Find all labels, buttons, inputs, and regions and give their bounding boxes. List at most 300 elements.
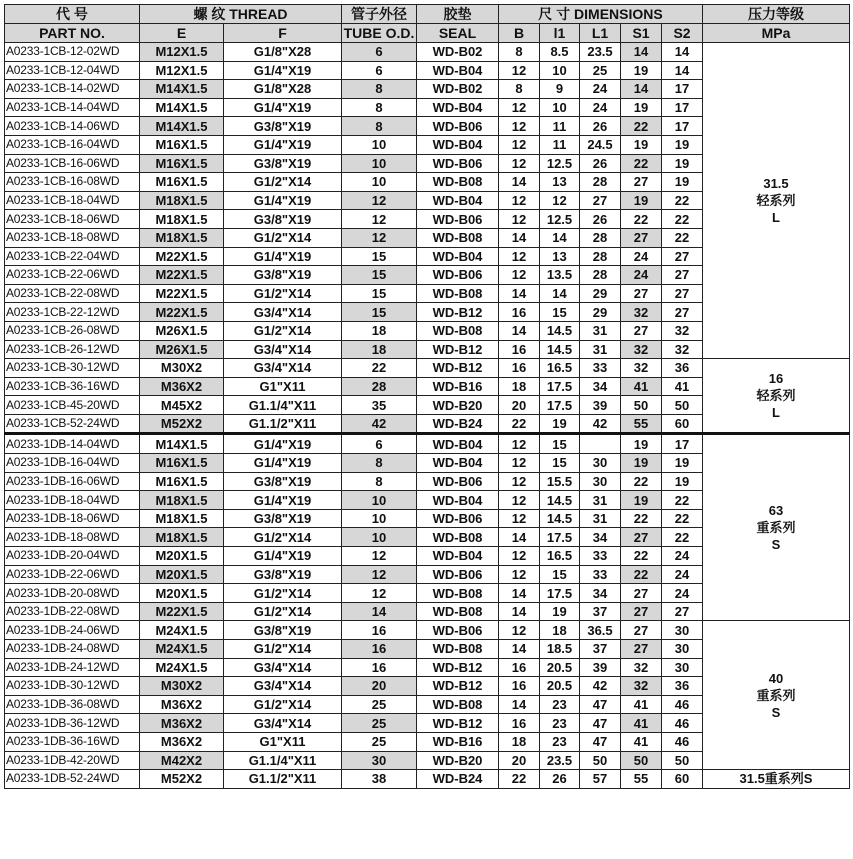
cell-l1: 14 [540, 228, 580, 247]
cell-e: M14X1.5 [140, 117, 224, 136]
cell-f: G3/8"X19 [224, 509, 342, 528]
cell-seal: WD-B04 [417, 135, 499, 154]
cell-pn: A0233-1CB-52-24WD [5, 414, 140, 434]
cell-pn: A0233-1DB-30-12WD [5, 677, 140, 696]
cell-l1: 14.5 [540, 509, 580, 528]
cell-l1: 26 [540, 770, 580, 789]
cell-l1: 23 [540, 695, 580, 714]
cell-s1: 24 [621, 247, 662, 266]
cell-pn: A0233-1DB-24-12WD [5, 658, 140, 677]
cell-s2: 22 [662, 491, 703, 510]
cell-b: 14 [499, 640, 540, 659]
pressure-rating-line: 31.5 [763, 176, 789, 192]
cell-f: G1/2"X14 [224, 321, 342, 340]
cell-pn: A0233-1DB-22-06WD [5, 565, 140, 584]
cell-s2: 19 [662, 135, 703, 154]
cell-seal: WD-B04 [417, 547, 499, 566]
cell-s1: 22 [621, 565, 662, 584]
cell-b: 16 [499, 340, 540, 359]
cell-s2: 14 [662, 43, 703, 62]
cell-seal: WD-B16 [417, 377, 499, 396]
cell-L1: 26 [580, 117, 621, 136]
cell-L1: 57 [580, 770, 621, 789]
pressure-rating-line: S [771, 704, 781, 720]
cell-f: G1.1/4"X11 [224, 751, 342, 770]
cell-f: G1/4"X19 [224, 247, 342, 266]
cell-seal: WD-B06 [417, 621, 499, 640]
cell-seal: WD-B08 [417, 528, 499, 547]
header-part-no: PART NO. [5, 24, 140, 43]
cell-L1: 42 [580, 677, 621, 696]
cell-e: M18X1.5 [140, 228, 224, 247]
table-row [5, 434, 850, 454]
cell-s1: 27 [621, 173, 662, 192]
cell-e: M22X1.5 [140, 266, 224, 285]
cell-seal: WD-B24 [417, 414, 499, 434]
cell-pn: A0233-1DB-24-06WD [5, 621, 140, 640]
cell-l1: 13.5 [540, 266, 580, 285]
table-row [5, 621, 850, 640]
cell-L1: 28 [580, 266, 621, 285]
cell-seal: WD-B08 [417, 602, 499, 621]
pressure-rating-cell [703, 434, 850, 621]
cell-l1: 14 [540, 284, 580, 303]
cell-b: 14 [499, 321, 540, 340]
cell-e: M14X1.5 [140, 434, 224, 454]
cell-s1: 50 [621, 751, 662, 770]
cell-b: 12 [499, 491, 540, 510]
cell-L1: 24 [580, 80, 621, 99]
header-pressure-zh: 压力等级 [703, 5, 850, 24]
cell-l1: 15.5 [540, 472, 580, 491]
cell-l1: 15 [540, 565, 580, 584]
cell-s2: 46 [662, 714, 703, 733]
cell-L1: 31 [580, 340, 621, 359]
cell-f: G1/4"X19 [224, 454, 342, 473]
cell-s1: 27 [621, 584, 662, 603]
cell-f: G3/8"X19 [224, 565, 342, 584]
cell-f: G1/4"X19 [224, 491, 342, 510]
cell-pn: A0233-1DB-16-06WD [5, 472, 140, 491]
cell-seal: WD-B04 [417, 191, 499, 210]
cell-f: G1.1/4"X11 [224, 396, 342, 415]
cell-seal: WD-B08 [417, 173, 499, 192]
cell-s2: 14 [662, 61, 703, 80]
cell-L1: 25 [580, 61, 621, 80]
cell-s2: 27 [662, 303, 703, 322]
cell-L1: 42 [580, 414, 621, 434]
cell-e: M30X2 [140, 677, 224, 696]
cell-f: G1.1/2"X11 [224, 414, 342, 434]
cell-seal: WD-B08 [417, 695, 499, 714]
cell-od: 15 [342, 284, 417, 303]
cell-e: M24X1.5 [140, 640, 224, 659]
cell-seal: WD-B06 [417, 472, 499, 491]
cell-f: G1/2"X14 [224, 173, 342, 192]
header-b: B [499, 24, 540, 43]
cell-od: 10 [342, 509, 417, 528]
cell-s2: 24 [662, 584, 703, 603]
cell-e: M36X2 [140, 695, 224, 714]
cell-l1: 19 [540, 414, 580, 434]
cell-L1: 30 [580, 472, 621, 491]
cell-s2: 36 [662, 677, 703, 696]
cell-l1: 10 [540, 98, 580, 117]
cell-s1: 19 [621, 454, 662, 473]
cell-pn: A0233-1DB-22-08WD [5, 602, 140, 621]
cell-s2: 30 [662, 621, 703, 640]
cell-f: G1/2"X14 [224, 640, 342, 659]
header-tube-od: TUBE O.D. [342, 24, 417, 43]
cell-od: 15 [342, 247, 417, 266]
cell-f: G3/8"X19 [224, 266, 342, 285]
cell-e: M52X2 [140, 770, 224, 789]
cell-s2: 17 [662, 117, 703, 136]
header-s1: S1 [621, 24, 662, 43]
cell-l1: 14.5 [540, 340, 580, 359]
cell-od: 6 [342, 43, 417, 62]
cell-od: 10 [342, 135, 417, 154]
cell-pn: A0233-1CB-18-06WD [5, 210, 140, 229]
cell-b: 12 [499, 565, 540, 584]
cell-l1: 15 [540, 434, 580, 454]
cell-L1: 47 [580, 714, 621, 733]
cell-f: G1/8"X28 [224, 43, 342, 62]
cell-s2: 50 [662, 751, 703, 770]
cell-s1: 24 [621, 266, 662, 285]
cell-pn: A0233-1CB-30-12WD [5, 359, 140, 378]
cell-b: 12 [499, 135, 540, 154]
cell-L1: 28 [580, 173, 621, 192]
cell-s2: 60 [662, 414, 703, 434]
cell-od: 6 [342, 434, 417, 454]
cell-s2: 17 [662, 80, 703, 99]
cell-l1: 12.5 [540, 154, 580, 173]
cell-L1: 31 [580, 509, 621, 528]
cell-e: M14X1.5 [140, 80, 224, 99]
cell-s1: 27 [621, 284, 662, 303]
cell-pn: A0233-1DB-14-04WD [5, 434, 140, 454]
cell-b: 12 [499, 191, 540, 210]
cell-l1: 12 [540, 191, 580, 210]
pressure-rating-line: L [772, 405, 780, 421]
pressure-rating-line: 重系列 [756, 687, 796, 703]
cell-pn: A0233-1DB-18-08WD [5, 528, 140, 547]
cell-L1: 50 [580, 751, 621, 770]
cell-seal: WD-B06 [417, 509, 499, 528]
cell-pn: A0233-1CB-14-02WD [5, 80, 140, 99]
cell-L1: 33 [580, 547, 621, 566]
cell-l1: 20.5 [540, 658, 580, 677]
cell-s1: 41 [621, 377, 662, 396]
cell-pn: A0233-1CB-22-08WD [5, 284, 140, 303]
cell-od: 25 [342, 695, 417, 714]
cell-e: M26X1.5 [140, 340, 224, 359]
cell-l1: 8.5 [540, 43, 580, 62]
cell-od: 35 [342, 396, 417, 415]
cell-pn: A0233-1CB-12-02WD [5, 43, 140, 62]
cell-seal: WD-B06 [417, 210, 499, 229]
cell-pn: A0233-1CB-14-06WD [5, 117, 140, 136]
cell-seal: WD-B04 [417, 434, 499, 454]
cell-s1: 32 [621, 359, 662, 378]
pressure-rating-cell [703, 621, 850, 770]
cell-od: 10 [342, 491, 417, 510]
cell-s2: 19 [662, 173, 703, 192]
header-mpa: MPa [703, 24, 850, 43]
cell-f: G3/4"X14 [224, 658, 342, 677]
cell-s2: 19 [662, 454, 703, 473]
cell-l1: 11 [540, 135, 580, 154]
cell-L1: 36.5 [580, 621, 621, 640]
cell-f: G1/2"X14 [224, 528, 342, 547]
cell-s1: 27 [621, 528, 662, 547]
cell-pn: A0233-1DB-20-08WD [5, 584, 140, 603]
cell-pn: A0233-1CB-26-12WD [5, 340, 140, 359]
cell-e: M20X1.5 [140, 565, 224, 584]
cell-pn: A0233-1DB-16-04WD [5, 454, 140, 473]
cell-s2: 36 [662, 359, 703, 378]
cell-pn: A0233-1CB-26-08WD [5, 321, 140, 340]
cell-s2: 19 [662, 472, 703, 491]
cell-e: M20X1.5 [140, 547, 224, 566]
cell-f: G1"X11 [224, 732, 342, 751]
cell-od: 15 [342, 303, 417, 322]
cell-od: 18 [342, 321, 417, 340]
cell-e: M22X1.5 [140, 303, 224, 322]
pressure-rating-line: 16 [768, 371, 784, 387]
cell-b: 12 [499, 621, 540, 640]
cell-pn: A0233-1DB-42-20WD [5, 751, 140, 770]
cell-f: G3/4"X14 [224, 303, 342, 322]
cell-L1: 29 [580, 303, 621, 322]
cell-L1: 37 [580, 602, 621, 621]
cell-l1: 16.5 [540, 547, 580, 566]
cell-f: G1/4"X19 [224, 547, 342, 566]
pressure-rating-line: 轻系列 [756, 388, 796, 404]
header-dimensions: 尺 寸 DIMENSIONS [499, 5, 703, 24]
cell-e: M18X1.5 [140, 191, 224, 210]
cell-b: 20 [499, 396, 540, 415]
cell-b: 16 [499, 658, 540, 677]
cell-f: G3/8"X19 [224, 117, 342, 136]
cell-f: G1"X11 [224, 377, 342, 396]
cell-s2: 19 [662, 154, 703, 173]
cell-s1: 19 [621, 135, 662, 154]
cell-e: M18X1.5 [140, 509, 224, 528]
cell-b: 12 [499, 117, 540, 136]
cell-pn: A0233-1CB-16-04WD [5, 135, 140, 154]
cell-pn: A0233-1DB-36-08WD [5, 695, 140, 714]
cell-s1: 22 [621, 547, 662, 566]
cell-seal: WD-B08 [417, 584, 499, 603]
cell-L1: 27 [580, 191, 621, 210]
cell-od: 16 [342, 658, 417, 677]
cell-e: M22X1.5 [140, 602, 224, 621]
cell-s2: 22 [662, 228, 703, 247]
pressure-rating-line: 31.5重系列S [739, 771, 813, 787]
cell-b: 16 [499, 303, 540, 322]
cell-s1: 19 [621, 61, 662, 80]
cell-e: M24X1.5 [140, 658, 224, 677]
cell-s2: 24 [662, 565, 703, 584]
cell-s1: 41 [621, 714, 662, 733]
cell-s1: 22 [621, 117, 662, 136]
cell-l1: 10 [540, 61, 580, 80]
cell-s2: 22 [662, 528, 703, 547]
cell-seal: WD-B06 [417, 154, 499, 173]
header-row-2 [5, 24, 850, 43]
cell-f: G3/8"X19 [224, 472, 342, 491]
cell-e: M16X1.5 [140, 173, 224, 192]
table-row [5, 43, 850, 62]
cell-s2: 27 [662, 602, 703, 621]
cell-s2: 46 [662, 732, 703, 751]
cell-od: 12 [342, 565, 417, 584]
cell-s1: 22 [621, 154, 662, 173]
header-thread: 螺 纹 THREAD [140, 5, 342, 24]
cell-seal: WD-B24 [417, 770, 499, 789]
cell-seal: WD-B20 [417, 751, 499, 770]
cell-s2: 24 [662, 547, 703, 566]
cell-f: G1/4"X19 [224, 191, 342, 210]
cell-L1: 39 [580, 396, 621, 415]
cell-l1: 11 [540, 117, 580, 136]
cell-seal: WD-B12 [417, 303, 499, 322]
header-e: E [140, 24, 224, 43]
cell-pn: A0233-1CB-36-16WD [5, 377, 140, 396]
cell-e: M18X1.5 [140, 491, 224, 510]
cell-l1: 20.5 [540, 677, 580, 696]
cell-s2: 17 [662, 98, 703, 117]
cell-l1: 15 [540, 303, 580, 322]
cell-L1: 23.5 [580, 43, 621, 62]
cell-pn: A0233-1DB-36-12WD [5, 714, 140, 733]
cell-od: 15 [342, 266, 417, 285]
cell-e: M42X2 [140, 751, 224, 770]
cell-od: 8 [342, 472, 417, 491]
cell-s2: 30 [662, 658, 703, 677]
cell-seal: WD-B08 [417, 228, 499, 247]
cell-od: 8 [342, 454, 417, 473]
cell-seal: WD-B04 [417, 454, 499, 473]
cell-f: G1/2"X14 [224, 602, 342, 621]
cell-pn: A0233-1CB-22-06WD [5, 266, 140, 285]
cell-s2: 46 [662, 695, 703, 714]
cell-e: M36X2 [140, 377, 224, 396]
cell-b: 8 [499, 43, 540, 62]
cell-e: M16X1.5 [140, 154, 224, 173]
cell-seal: WD-B06 [417, 266, 499, 285]
cell-b: 12 [499, 154, 540, 173]
cell-b: 16 [499, 359, 540, 378]
header-seal-zh: 胶垫 [417, 5, 499, 24]
cell-e: M36X2 [140, 732, 224, 751]
cell-od: 25 [342, 714, 417, 733]
cell-od: 8 [342, 98, 417, 117]
cell-od: 6 [342, 61, 417, 80]
cell-seal: WD-B16 [417, 732, 499, 751]
header-s2: S2 [662, 24, 703, 43]
cell-L1: 34 [580, 528, 621, 547]
cell-l1: 19 [540, 602, 580, 621]
cell-s2: 27 [662, 247, 703, 266]
cell-L1: 34 [580, 377, 621, 396]
cell-b: 12 [499, 509, 540, 528]
cell-e: M16X1.5 [140, 135, 224, 154]
cell-seal: WD-B06 [417, 565, 499, 584]
table-row [5, 359, 850, 378]
cell-L1: 33 [580, 359, 621, 378]
cell-s1: 27 [621, 602, 662, 621]
header-row-1 [5, 5, 850, 24]
cell-e: M22X1.5 [140, 284, 224, 303]
cell-pn: A0233-1CB-12-04WD [5, 61, 140, 80]
header-l1-upper: L1 [580, 24, 621, 43]
cell-s2: 32 [662, 321, 703, 340]
cell-seal: WD-B12 [417, 359, 499, 378]
cell-l1: 15 [540, 454, 580, 473]
cell-od: 25 [342, 732, 417, 751]
cell-f: G3/4"X14 [224, 677, 342, 696]
cell-b: 14 [499, 173, 540, 192]
cell-s1: 27 [621, 640, 662, 659]
cell-b: 14 [499, 584, 540, 603]
cell-f: G3/4"X14 [224, 340, 342, 359]
cell-s2: 41 [662, 377, 703, 396]
cell-b: 12 [499, 434, 540, 454]
cell-L1: 24.5 [580, 135, 621, 154]
cell-f: G1/4"X19 [224, 434, 342, 454]
cell-l1: 9 [540, 80, 580, 99]
cell-b: 18 [499, 377, 540, 396]
cell-od: 8 [342, 80, 417, 99]
cell-l1: 17.5 [540, 396, 580, 415]
cell-L1: 29 [580, 284, 621, 303]
cell-b: 16 [499, 714, 540, 733]
cell-s1: 14 [621, 80, 662, 99]
cell-l1: 23 [540, 714, 580, 733]
cell-l1: 17.5 [540, 528, 580, 547]
pressure-rating-line: 63 [768, 503, 784, 519]
cell-od: 10 [342, 528, 417, 547]
cell-od: 28 [342, 377, 417, 396]
cell-od: 30 [342, 751, 417, 770]
cell-e: M24X1.5 [140, 621, 224, 640]
cell-seal: WD-B04 [417, 247, 499, 266]
cell-b: 14 [499, 284, 540, 303]
cell-f: G3/4"X14 [224, 714, 342, 733]
cell-pn: A0233-1DB-18-06WD [5, 509, 140, 528]
cell-f: G1.1/2"X11 [224, 770, 342, 789]
cell-L1: 34 [580, 584, 621, 603]
cell-e: M18X1.5 [140, 210, 224, 229]
cell-pn: A0233-1CB-18-04WD [5, 191, 140, 210]
cell-s1: 32 [621, 340, 662, 359]
cell-b: 12 [499, 547, 540, 566]
cell-s1: 41 [621, 732, 662, 751]
cell-L1 [580, 434, 621, 454]
header-tube-zh: 管子外径 [342, 5, 417, 24]
cell-l1: 17.5 [540, 584, 580, 603]
cell-s2: 27 [662, 284, 703, 303]
cell-seal: WD-B02 [417, 43, 499, 62]
cell-seal: WD-B08 [417, 640, 499, 659]
cell-e: M12X1.5 [140, 61, 224, 80]
cell-s1: 14 [621, 43, 662, 62]
cell-f: G1/8"X28 [224, 80, 342, 99]
header-f: F [224, 24, 342, 43]
